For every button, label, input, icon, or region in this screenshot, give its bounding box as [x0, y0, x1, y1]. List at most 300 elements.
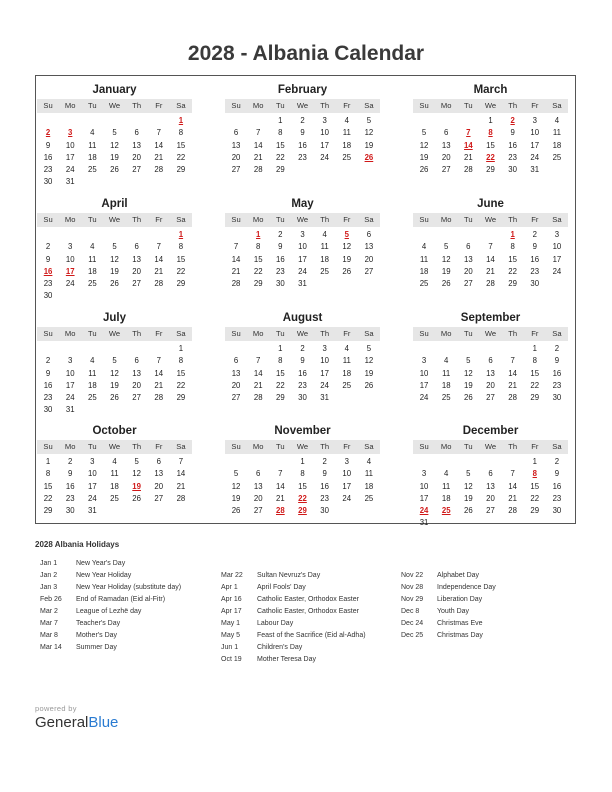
day-cell[interactable]: 28 [154, 279, 164, 289]
day-cell[interactable]: 6 [233, 356, 239, 366]
day-cell[interactable]: 9 [510, 128, 515, 138]
day-cell[interactable]: 4 [344, 344, 349, 353]
day-cell[interactable]: 25 [88, 165, 97, 175]
day-cell[interactable]: 6 [466, 242, 471, 252]
day-cell[interactable]: 27 [132, 165, 141, 175]
day-cell[interactable]: 19 [464, 493, 473, 503]
day-cell[interactable]: 31 [65, 405, 75, 415]
day-cell[interactable]: 25 [342, 380, 352, 390]
day-cell[interactable]: 28 [253, 165, 263, 175]
day-cell[interactable]: 23 [43, 393, 53, 403]
holiday-day[interactable]: 1 [256, 230, 261, 239]
day-cell[interactable]: 4 [366, 457, 372, 466]
day-cell[interactable]: 11 [420, 254, 429, 264]
day-cell[interactable]: 27 [486, 506, 495, 516]
day-cell[interactable]: 29 [276, 393, 285, 403]
day-cell[interactable]: 30 [43, 291, 53, 301]
day-cell[interactable]: 5 [421, 128, 427, 138]
day-cell[interactable]: 14 [154, 254, 164, 264]
day-cell[interactable]: 20 [231, 380, 241, 390]
day-cell[interactable]: 6 [488, 469, 493, 479]
day-cell[interactable]: 24 [65, 279, 75, 289]
day-cell[interactable]: 21 [464, 152, 473, 162]
day-cell[interactable]: 21 [508, 493, 517, 503]
day-cell[interactable]: 7 [510, 356, 515, 366]
day-cell[interactable]: 8 [278, 356, 283, 366]
day-cell[interactable]: 29 [486, 165, 495, 175]
day-cell[interactable]: 27 [231, 393, 241, 403]
day-cell[interactable]: 20 [253, 493, 263, 503]
day-cell[interactable]: 1 [488, 116, 493, 125]
day-cell[interactable]: 10 [65, 140, 75, 150]
day-cell[interactable]: 13 [364, 242, 374, 252]
day-cell[interactable]: 20 [364, 254, 374, 264]
holiday-day[interactable]: 1 [510, 230, 515, 239]
day-cell[interactable]: 30 [320, 506, 329, 516]
day-cell[interactable]: 26 [231, 506, 241, 516]
day-cell[interactable]: 5 [466, 356, 471, 366]
day-cell[interactable]: 14 [508, 481, 517, 491]
day-cell[interactable]: 28 [231, 279, 241, 289]
day-cell[interactable]: 23 [65, 493, 75, 503]
day-cell[interactable]: 28 [253, 393, 263, 403]
day-cell[interactable]: 27 [253, 506, 263, 516]
day-cell[interactable]: 8 [178, 128, 184, 138]
day-cell[interactable]: 6 [156, 457, 161, 466]
day-cell[interactable]: 19 [110, 380, 119, 390]
day-cell[interactable]: 13 [132, 254, 141, 264]
day-cell[interactable]: 19 [110, 266, 119, 276]
day-cell[interactable]: 9 [278, 242, 283, 252]
day-cell[interactable]: 24 [320, 152, 329, 162]
day-cell[interactable]: 23 [43, 279, 53, 289]
day-cell[interactable]: 9 [45, 254, 51, 264]
day-cell[interactable]: 25 [110, 493, 119, 503]
day-cell[interactable]: 10 [419, 368, 429, 378]
day-cell[interactable]: 18 [110, 481, 119, 491]
day-cell[interactable]: 7 [156, 242, 161, 252]
day-cell[interactable]: 29 [176, 279, 186, 289]
day-cell[interactable]: 7 [256, 128, 261, 138]
day-cell[interactable]: 19 [364, 368, 374, 378]
day-cell[interactable]: 6 [366, 230, 372, 239]
day-cell[interactable]: 26 [110, 165, 119, 175]
day-cell[interactable]: 29 [508, 279, 517, 289]
holiday-day[interactable]: 25 [441, 506, 451, 516]
day-cell[interactable]: 25 [419, 279, 429, 289]
day-cell[interactable]: 30 [298, 393, 307, 403]
day-cell[interactable]: 19 [342, 254, 352, 264]
day-cell[interactable]: 8 [532, 356, 537, 366]
day-cell[interactable]: 3 [68, 242, 73, 252]
day-cell[interactable]: 3 [421, 469, 427, 479]
day-cell[interactable]: 22 [530, 380, 540, 390]
day-cell[interactable]: 10 [320, 128, 329, 138]
day-cell[interactable]: 6 [444, 128, 449, 138]
day-cell[interactable]: 27 [364, 266, 374, 276]
holiday-day[interactable]: 3 [68, 128, 73, 138]
day-cell[interactable]: 10 [419, 481, 429, 491]
day-cell[interactable]: 24 [530, 152, 540, 162]
holiday-day[interactable]: 8 [488, 128, 493, 138]
day-cell[interactable]: 13 [132, 368, 141, 378]
day-cell[interactable]: 25 [320, 266, 329, 276]
day-cell[interactable]: 18 [88, 266, 97, 276]
day-cell[interactable]: 30 [530, 279, 540, 289]
day-cell[interactable]: 8 [178, 242, 184, 252]
day-cell[interactable]: 15 [276, 368, 285, 378]
day-cell[interactable]: 4 [322, 230, 327, 239]
day-cell[interactable]: 17 [530, 140, 540, 150]
day-cell[interactable]: 20 [132, 266, 141, 276]
day-cell[interactable]: 24 [88, 493, 97, 503]
day-cell[interactable]: 22 [176, 380, 186, 390]
day-cell[interactable]: 11 [88, 140, 97, 150]
day-cell[interactable]: 20 [132, 380, 141, 390]
day-cell[interactable]: 10 [298, 242, 307, 252]
day-cell[interactable]: 9 [300, 356, 305, 366]
day-cell[interactable]: 27 [486, 393, 495, 403]
day-cell[interactable]: 21 [176, 481, 186, 491]
day-cell[interactable]: 27 [132, 279, 141, 289]
day-cell[interactable]: 7 [256, 356, 261, 366]
day-cell[interactable]: 13 [486, 481, 495, 491]
day-cell[interactable]: 16 [43, 152, 53, 162]
day-cell[interactable]: 19 [231, 493, 241, 503]
day-cell[interactable]: 3 [68, 356, 73, 366]
day-cell[interactable]: 31 [530, 165, 540, 175]
day-cell[interactable]: 30 [552, 506, 562, 516]
day-cell[interactable]: 13 [441, 140, 451, 150]
day-cell[interactable]: 23 [320, 493, 329, 503]
day-cell[interactable]: 30 [65, 506, 75, 516]
day-cell[interactable]: 21 [154, 380, 164, 390]
day-cell[interactable]: 16 [320, 481, 329, 491]
day-cell[interactable]: 16 [552, 368, 562, 378]
day-cell[interactable]: 20 [441, 152, 451, 162]
day-cell[interactable]: 28 [508, 506, 517, 516]
day-cell[interactable]: 26 [132, 493, 141, 503]
day-cell[interactable]: 19 [364, 140, 374, 150]
day-cell[interactable]: 18 [552, 140, 562, 150]
day-cell[interactable]: 15 [508, 254, 517, 264]
day-cell[interactable]: 15 [253, 254, 263, 264]
day-cell[interactable]: 20 [486, 493, 495, 503]
day-cell[interactable]: 26 [110, 279, 119, 289]
day-cell[interactable]: 19 [441, 266, 451, 276]
day-cell[interactable]: 4 [421, 242, 427, 252]
day-cell[interactable]: 23 [552, 380, 562, 390]
day-cell[interactable]: 12 [464, 481, 473, 491]
day-cell[interactable]: 11 [442, 481, 451, 491]
day-cell[interactable]: 9 [300, 128, 305, 138]
day-cell[interactable]: 30 [43, 405, 53, 415]
day-cell[interactable]: 24 [65, 165, 75, 175]
day-cell[interactable]: 15 [530, 368, 540, 378]
day-cell[interactable]: 30 [43, 177, 53, 187]
day-cell[interactable]: 28 [154, 165, 164, 175]
day-cell[interactable]: 21 [508, 380, 517, 390]
day-cell[interactable]: 14 [253, 140, 263, 150]
day-cell[interactable]: 28 [486, 279, 495, 289]
day-cell[interactable]: 24 [320, 380, 329, 390]
day-cell[interactable]: 5 [112, 128, 117, 138]
holiday-day[interactable]: 16 [43, 266, 53, 276]
day-cell[interactable]: 18 [441, 493, 451, 503]
day-cell[interactable]: 3 [554, 230, 560, 239]
day-cell[interactable]: 5 [366, 344, 372, 353]
day-cell[interactable]: 13 [253, 481, 263, 491]
day-cell[interactable]: 20 [154, 481, 164, 491]
day-cell[interactable]: 13 [231, 368, 241, 378]
day-cell[interactable]: 26 [110, 393, 119, 403]
day-cell[interactable]: 1 [300, 457, 305, 466]
day-cell[interactable]: 1 [532, 457, 537, 466]
day-cell[interactable]: 14 [154, 140, 164, 150]
day-cell[interactable]: 31 [65, 177, 75, 187]
day-cell[interactable]: 8 [256, 242, 261, 252]
holiday-day[interactable]: 7 [466, 128, 471, 138]
day-cell[interactable]: 29 [43, 506, 53, 516]
day-cell[interactable]: 14 [486, 254, 495, 264]
day-cell[interactable]: 2 [322, 457, 327, 466]
day-cell[interactable]: 4 [90, 356, 95, 366]
day-cell[interactable]: 11 [342, 128, 351, 138]
day-cell[interactable]: 9 [532, 242, 537, 252]
holiday-day[interactable]: 8 [532, 469, 537, 479]
day-cell[interactable]: 5 [134, 457, 139, 466]
day-cell[interactable]: 10 [320, 356, 329, 366]
day-cell[interactable]: 7 [156, 356, 161, 366]
day-cell[interactable]: 12 [364, 128, 374, 138]
day-cell[interactable]: 19 [419, 152, 429, 162]
day-cell[interactable]: 4 [90, 242, 95, 252]
day-cell[interactable]: 4 [554, 116, 560, 125]
day-cell[interactable]: 26 [342, 266, 352, 276]
day-cell[interactable]: 9 [554, 469, 560, 479]
holiday-day[interactable]: 1 [178, 116, 184, 125]
day-cell[interactable]: 17 [419, 493, 429, 503]
day-cell[interactable]: 2 [532, 230, 537, 239]
day-cell[interactable]: 7 [488, 242, 493, 252]
day-cell[interactable]: 22 [276, 380, 285, 390]
holiday-day[interactable]: 17 [65, 266, 75, 276]
day-cell[interactable]: 12 [441, 254, 451, 264]
day-cell[interactable]: 23 [43, 165, 53, 175]
day-cell[interactable]: 18 [320, 254, 329, 264]
day-cell[interactable]: 15 [176, 368, 186, 378]
holiday-day[interactable]: 26 [364, 152, 374, 162]
day-cell[interactable]: 6 [134, 356, 139, 366]
day-cell[interactable]: 21 [276, 493, 285, 503]
holiday-day[interactable]: 1 [178, 230, 184, 239]
day-cell[interactable]: 17 [298, 254, 307, 264]
day-cell[interactable]: 26 [419, 165, 429, 175]
day-cell[interactable]: 31 [320, 393, 329, 403]
day-cell[interactable]: 26 [441, 279, 451, 289]
day-cell[interactable]: 17 [552, 254, 562, 264]
day-cell[interactable]: 19 [110, 152, 119, 162]
day-cell[interactable]: 17 [88, 481, 97, 491]
day-cell[interactable]: 21 [253, 380, 263, 390]
day-cell[interactable]: 27 [231, 165, 241, 175]
day-cell[interactable]: 29 [253, 279, 263, 289]
day-cell[interactable]: 15 [298, 481, 307, 491]
day-cell[interactable]: 25 [88, 393, 97, 403]
day-cell[interactable]: 6 [134, 242, 139, 252]
day-cell[interactable]: 14 [253, 368, 263, 378]
day-cell[interactable]: 8 [300, 469, 305, 479]
day-cell[interactable]: 30 [276, 279, 285, 289]
day-cell[interactable]: 22 [176, 152, 186, 162]
day-cell[interactable]: 10 [530, 128, 540, 138]
day-cell[interactable]: 2 [300, 116, 305, 125]
day-cell[interactable]: 2 [300, 344, 305, 353]
day-cell[interactable]: 24 [298, 266, 307, 276]
day-cell[interactable]: 12 [464, 368, 473, 378]
day-cell[interactable]: 1 [278, 344, 283, 353]
day-cell[interactable]: 15 [43, 481, 53, 491]
day-cell[interactable]: 2 [554, 344, 560, 353]
day-cell[interactable]: 16 [508, 140, 517, 150]
day-cell[interactable]: 6 [233, 128, 239, 138]
day-cell[interactable]: 15 [530, 481, 540, 491]
day-cell[interactable]: 29 [276, 165, 285, 175]
day-cell[interactable]: 22 [253, 266, 263, 276]
holiday-day[interactable]: 5 [344, 230, 349, 239]
day-cell[interactable]: 30 [552, 393, 562, 403]
day-cell[interactable]: 12 [342, 242, 352, 252]
day-cell[interactable]: 21 [154, 266, 164, 276]
day-cell[interactable]: 25 [364, 493, 374, 503]
day-cell[interactable]: 4 [90, 128, 95, 138]
day-cell[interactable]: 1 [532, 344, 537, 353]
day-cell[interactable]: 18 [342, 140, 352, 150]
day-cell[interactable]: 16 [276, 254, 285, 264]
day-cell[interactable]: 23 [276, 266, 285, 276]
day-cell[interactable]: 23 [552, 493, 562, 503]
day-cell[interactable]: 20 [486, 380, 495, 390]
day-cell[interactable]: 12 [110, 140, 119, 150]
day-cell[interactable]: 3 [322, 344, 327, 353]
day-cell[interactable]: 3 [421, 356, 427, 366]
day-cell[interactable]: 3 [300, 230, 305, 239]
day-cell[interactable]: 26 [364, 380, 374, 390]
day-cell[interactable]: 29 [530, 506, 540, 516]
day-cell[interactable]: 7 [278, 469, 283, 479]
day-cell[interactable]: 3 [90, 457, 95, 466]
day-cell[interactable]: 18 [342, 368, 352, 378]
day-cell[interactable]: 18 [419, 266, 429, 276]
day-cell[interactable]: 9 [45, 368, 51, 378]
day-cell[interactable]: 16 [552, 481, 562, 491]
holiday-day[interactable]: 22 [298, 493, 307, 503]
day-cell[interactable]: 17 [65, 380, 75, 390]
day-cell[interactable]: 17 [419, 380, 429, 390]
day-cell[interactable]: 13 [486, 368, 495, 378]
day-cell[interactable]: 5 [366, 116, 372, 125]
day-cell[interactable]: 24 [419, 393, 429, 403]
day-cell[interactable]: 28 [176, 493, 186, 503]
day-cell[interactable]: 6 [134, 128, 139, 138]
holiday-day[interactable]: 2 [510, 116, 515, 125]
day-cell[interactable]: 28 [154, 393, 164, 403]
day-cell[interactable]: 4 [112, 457, 117, 466]
holiday-day[interactable]: 19 [132, 481, 141, 491]
day-cell[interactable]: 26 [464, 393, 473, 403]
day-cell[interactable]: 22 [276, 152, 285, 162]
day-cell[interactable]: 12 [110, 254, 119, 264]
day-cell[interactable]: 25 [552, 152, 562, 162]
day-cell[interactable]: 31 [88, 506, 97, 516]
day-cell[interactable]: 31 [419, 518, 429, 528]
day-cell[interactable]: 20 [464, 266, 473, 276]
day-cell[interactable]: 5 [444, 242, 449, 252]
day-cell[interactable]: 12 [231, 481, 241, 491]
day-cell[interactable]: 4 [444, 356, 449, 366]
day-cell[interactable]: 6 [256, 469, 261, 479]
day-cell[interactable]: 6 [488, 356, 493, 366]
day-cell[interactable]: 8 [178, 356, 184, 366]
day-cell[interactable]: 11 [342, 356, 351, 366]
day-cell[interactable]: 4 [344, 116, 349, 125]
day-cell[interactable]: 22 [530, 493, 540, 503]
generalblue-logo[interactable] [35, 714, 118, 731]
day-cell[interactable]: 24 [552, 266, 562, 276]
day-cell[interactable]: 25 [88, 279, 97, 289]
day-cell[interactable]: 2 [554, 457, 560, 466]
day-cell[interactable]: 17 [320, 368, 329, 378]
day-cell[interactable]: 22 [43, 493, 53, 503]
day-cell[interactable]: 27 [441, 165, 451, 175]
day-cell[interactable]: 16 [43, 380, 53, 390]
day-cell[interactable]: 22 [176, 266, 186, 276]
day-cell[interactable]: 14 [276, 481, 285, 491]
day-cell[interactable]: 17 [65, 152, 75, 162]
day-cell[interactable]: 13 [231, 140, 241, 150]
day-cell[interactable]: 8 [510, 242, 515, 252]
holiday-day[interactable]: 14 [464, 140, 473, 150]
day-cell[interactable]: 27 [132, 393, 141, 403]
day-cell[interactable]: 4 [444, 469, 449, 479]
day-cell[interactable]: 10 [552, 242, 562, 252]
day-cell[interactable]: 16 [298, 140, 307, 150]
day-cell[interactable]: 18 [364, 481, 374, 491]
holiday-day[interactable]: 24 [419, 506, 429, 516]
day-cell[interactable]: 14 [231, 254, 241, 264]
day-cell[interactable]: 20 [231, 152, 241, 162]
day-cell[interactable]: 1 [45, 457, 51, 466]
day-cell[interactable]: 16 [530, 254, 540, 264]
day-cell[interactable]: 14 [176, 469, 186, 479]
day-cell[interactable]: 10 [65, 254, 75, 264]
day-cell[interactable]: 28 [508, 393, 517, 403]
day-cell[interactable]: 22 [508, 266, 517, 276]
day-cell[interactable]: 2 [45, 242, 51, 252]
day-cell[interactable]: 11 [552, 128, 561, 138]
day-cell[interactable]: 27 [154, 493, 164, 503]
day-cell[interactable]: 9 [45, 140, 51, 150]
day-cell[interactable]: 18 [88, 152, 97, 162]
day-cell[interactable]: 15 [176, 254, 186, 264]
holiday-day[interactable]: 2 [45, 128, 51, 138]
day-cell[interactable]: 16 [298, 368, 307, 378]
day-cell[interactable]: 30 [508, 165, 517, 175]
day-cell[interactable]: 15 [486, 140, 495, 150]
day-cell[interactable]: 17 [320, 140, 329, 150]
day-cell[interactable]: 11 [88, 254, 97, 264]
day-cell[interactable]: 12 [132, 469, 141, 479]
